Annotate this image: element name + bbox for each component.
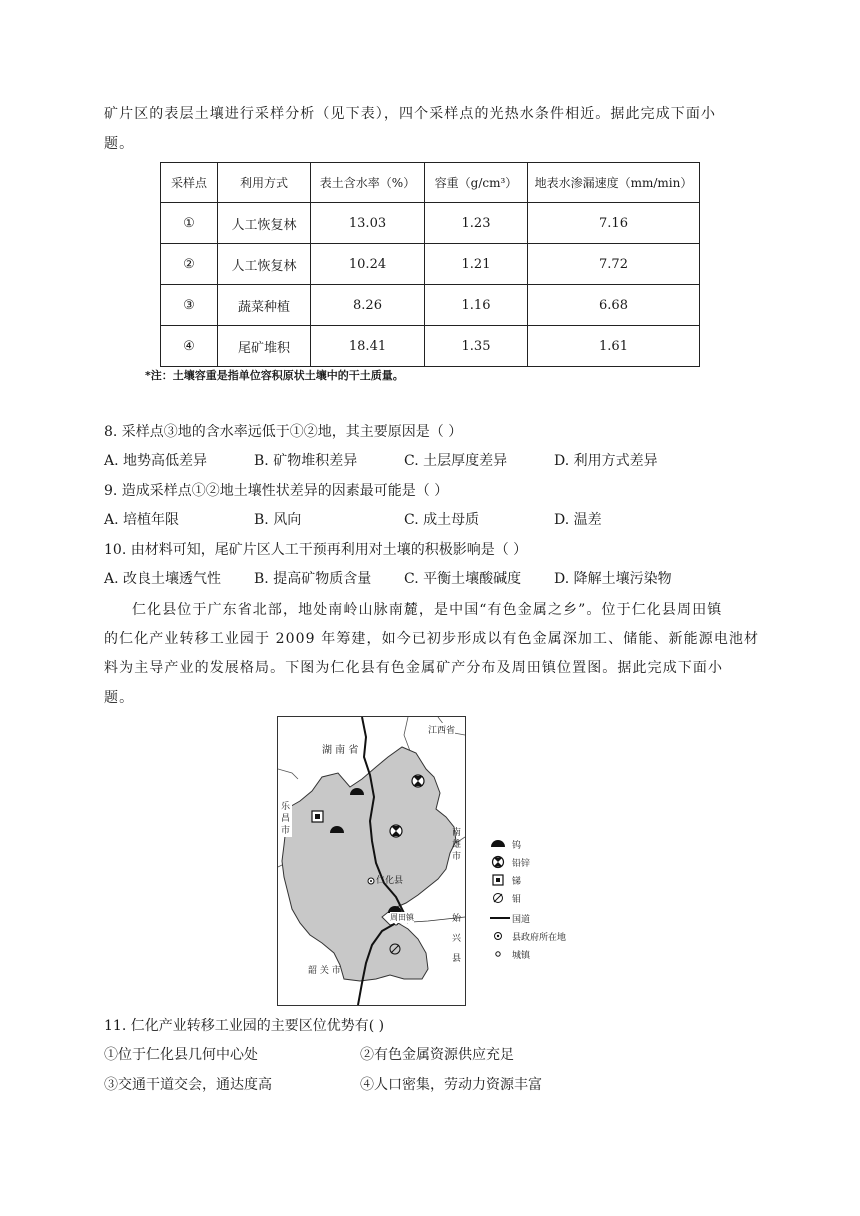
question-9-option-d[interactable]: D. 温差 bbox=[554, 512, 602, 528]
lead-zinc-icon bbox=[390, 825, 402, 837]
table-cell: 尾矿堆积 bbox=[218, 326, 311, 367]
town-icon bbox=[490, 948, 506, 960]
question-8-option-c[interactable]: C. 土层厚度差异 bbox=[404, 453, 508, 469]
table-header-cell: 地表水渗漏速度（mm/min） bbox=[528, 163, 700, 203]
question-11-stem: 11. 仁化产业转移工业园的主要区位优势有( ) bbox=[104, 1018, 385, 1034]
question-8-option-a[interactable]: A. 地势高低差异 bbox=[104, 453, 208, 469]
map-label-nanxiong: 南雄市 bbox=[452, 828, 462, 862]
intro-line-2: 题。 bbox=[104, 136, 135, 152]
table-cell: ① bbox=[161, 203, 218, 244]
molybdenum-icon bbox=[490, 891, 506, 905]
table-cell: 7.16 bbox=[528, 203, 700, 244]
passage-line-2: 的仁化产业转移工业园于 2009 年筹建，如今已初步形成以有色金属深加工、储能、新能源电池材 bbox=[104, 631, 760, 647]
legend-label: 县政府所在地 bbox=[512, 933, 567, 943]
legend-label: 国道 bbox=[512, 915, 531, 925]
table-cell: 10.24 bbox=[311, 244, 425, 285]
question-9-option-b[interactable]: B. 风向 bbox=[254, 512, 302, 528]
passage-line-3: 料为主导产业的发展格局。下图为仁化县有色金属矿产分布及周田镇位置图。据此完成下面小 bbox=[104, 660, 724, 676]
map-label-hunan: 湖 南 省 bbox=[322, 745, 359, 756]
table-header-cell: 利用方式 bbox=[218, 163, 311, 203]
passage-line-1: 仁化县位于广东省北部，地处南岭山脉南麓，是中国“有色金属之乡”。位于仁化县周田镇 bbox=[132, 602, 723, 618]
table-row bbox=[161, 203, 700, 244]
lead-zinc-icon bbox=[412, 775, 424, 787]
table-cell: 1.61 bbox=[528, 326, 700, 367]
passage-line-4: 题。 bbox=[104, 690, 135, 706]
antimony-icon bbox=[312, 811, 323, 822]
question-11-option-1[interactable]: ①位于仁化县几何中心处 bbox=[104, 1047, 258, 1063]
legend-label: 钼 bbox=[512, 895, 522, 905]
question-9-option-c[interactable]: C. 成土母质 bbox=[404, 512, 480, 528]
table-cell: 8.26 bbox=[311, 285, 425, 326]
table-header-cell: 表土含水率（%） bbox=[311, 163, 425, 203]
question-10-option-b[interactable]: B. 提高矿物质含量 bbox=[254, 571, 372, 587]
county-seat-icon bbox=[490, 930, 506, 942]
table-cell: 18.41 bbox=[311, 326, 425, 367]
intro-line-1: 矿片区的表层土壤进行采样分析（见下表），四个采样点的光热水条件相近。据此完成下面小 bbox=[104, 106, 717, 122]
tungsten-icon bbox=[490, 838, 506, 848]
table-cell: 人工恢复林 bbox=[218, 203, 311, 244]
question-9-stem: 9. 造成采样点①②地土壤性状差异的因素最可能是（ ） bbox=[104, 483, 449, 499]
table-cell: 7.72 bbox=[528, 244, 700, 285]
table-cell: 13.03 bbox=[311, 203, 425, 244]
national-road-icon bbox=[490, 913, 510, 923]
table-row bbox=[161, 285, 700, 326]
table-cell: 1.23 bbox=[425, 203, 528, 244]
table-cell: ③ bbox=[161, 285, 218, 326]
table-row bbox=[161, 326, 700, 367]
map-label-shaoguan: 韶 关 市 bbox=[308, 966, 341, 976]
map-border bbox=[278, 769, 298, 779]
table-cell: 人工恢复林 bbox=[218, 244, 311, 285]
map-label-zhoutian: 周田镇 bbox=[390, 913, 414, 922]
question-10-option-a[interactable]: A. 改良土壤透气性 bbox=[104, 571, 222, 587]
table-note: *注：土壤容重是指单位容积原状土壤中的干土质量。 bbox=[145, 369, 404, 382]
map-border bbox=[404, 717, 410, 751]
renhua-mineral-map bbox=[277, 716, 466, 1006]
question-10-option-c[interactable]: C. 平衡土壤酸碱度 bbox=[404, 571, 522, 587]
map-svg bbox=[278, 717, 465, 1005]
table-cell: 6.68 bbox=[528, 285, 700, 326]
lead-zinc-icon bbox=[490, 855, 506, 869]
map-label-renhua: 仁化县 bbox=[376, 876, 404, 886]
legend-label: 锑 bbox=[512, 877, 522, 887]
table-row bbox=[161, 244, 700, 285]
table-header-row bbox=[161, 163, 700, 203]
table-header-cell: 容重（g/cm³） bbox=[425, 163, 528, 203]
map-label-shixing: 始兴县 bbox=[452, 914, 462, 964]
question-11-option-4[interactable]: ④人口密集，劳动力资源丰富 bbox=[360, 1077, 542, 1093]
table-cell: 1.21 bbox=[425, 244, 528, 285]
table-header-cell: 采样点 bbox=[161, 163, 218, 203]
table-cell: 蔬菜种植 bbox=[218, 285, 311, 326]
legend-label: 城镇 bbox=[512, 951, 531, 961]
question-10-stem: 10. 由材料可知，尾矿片区人工干预再利用对土壤的积极影响是（ ） bbox=[104, 542, 528, 558]
question-9-option-a[interactable]: A. 培植年限 bbox=[104, 512, 180, 528]
antimony-icon bbox=[490, 873, 506, 887]
sampling-table bbox=[160, 162, 700, 367]
county-seat-icon bbox=[370, 880, 372, 882]
table-cell: 1.35 bbox=[425, 326, 528, 367]
county-area bbox=[282, 747, 456, 981]
map-label-lechang: 乐昌市 bbox=[281, 802, 291, 836]
question-11-option-2[interactable]: ②有色金属资源供应充足 bbox=[360, 1047, 514, 1063]
legend-label: 钨 bbox=[512, 841, 522, 851]
question-11-option-3[interactable]: ③交通干道交会，通达度高 bbox=[104, 1077, 272, 1093]
table-cell: ② bbox=[161, 244, 218, 285]
question-10-option-d[interactable]: D. 降解土壤污染物 bbox=[554, 571, 672, 587]
question-8-stem: 8. 采样点③地的含水率远低于①②地，其主要原因是（ ） bbox=[104, 424, 463, 440]
table-cell: ④ bbox=[161, 326, 218, 367]
legend-label: 铅锌 bbox=[512, 859, 531, 869]
question-8-option-b[interactable]: B. 矿物堆积差异 bbox=[254, 453, 358, 469]
question-8-option-d[interactable]: D. 利用方式差异 bbox=[554, 453, 658, 469]
map-label-jiangxi: 江西省 bbox=[428, 723, 455, 736]
table-cell: 1.16 bbox=[425, 285, 528, 326]
